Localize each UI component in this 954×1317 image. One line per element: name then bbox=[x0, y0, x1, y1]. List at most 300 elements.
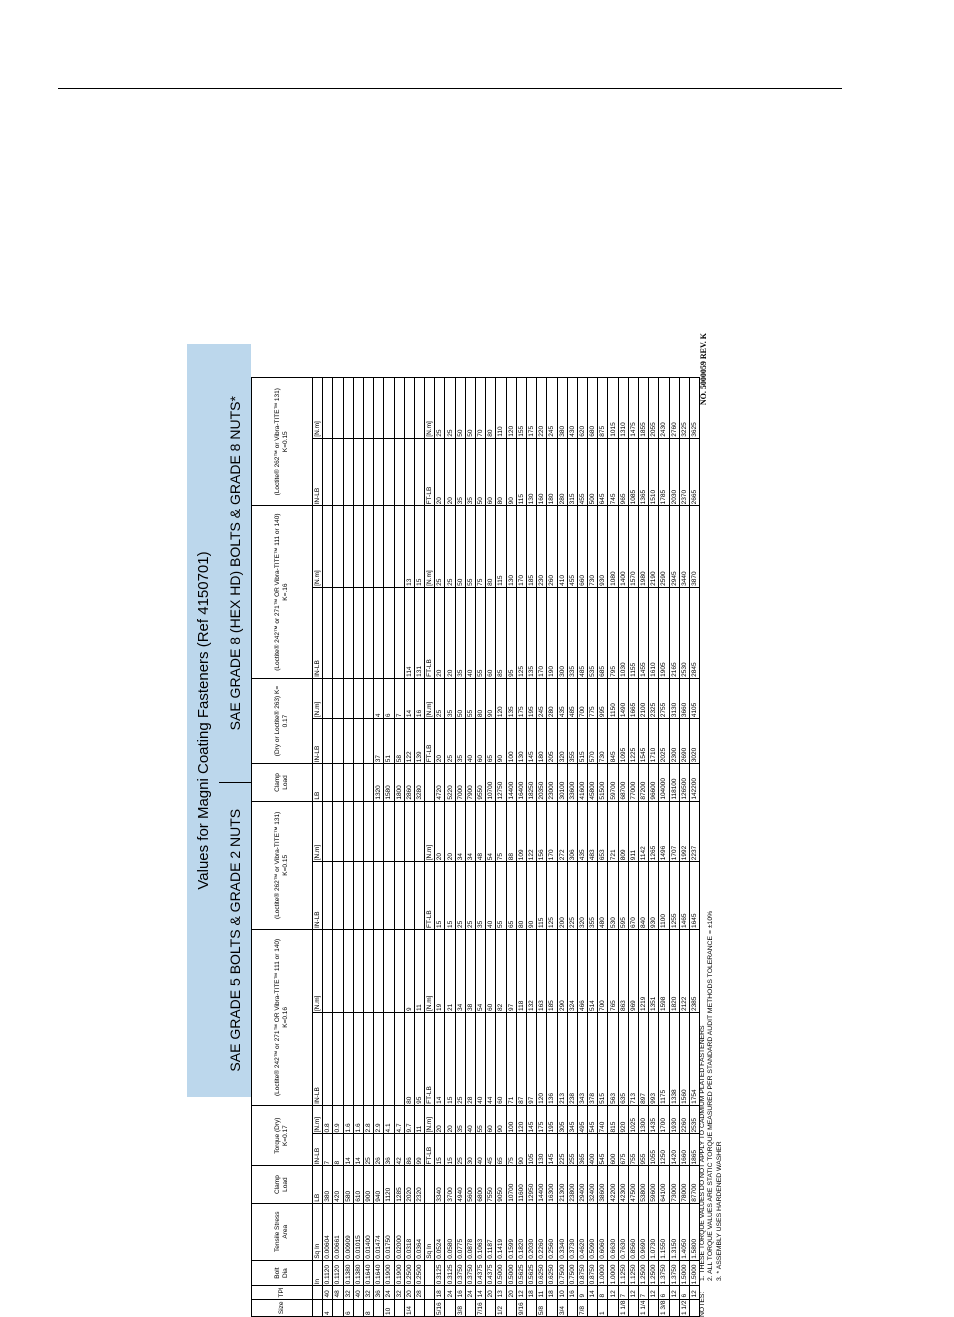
table-cell bbox=[353, 929, 363, 1012]
table-cell: 16 bbox=[455, 1286, 465, 1299]
table-cell: 0.00661 bbox=[333, 1203, 343, 1260]
table-cell: 115 bbox=[516, 438, 526, 506]
table-cell: 25 bbox=[455, 1134, 465, 1166]
table-cell: 2.8 bbox=[363, 1105, 373, 1134]
table-cell bbox=[353, 862, 363, 930]
table-cell: 0.4375 bbox=[486, 1260, 496, 1286]
table-cell: 0.1820 bbox=[516, 1203, 526, 1260]
table-cell: FT-LB bbox=[425, 587, 435, 678]
table-cell: 110 bbox=[496, 378, 506, 439]
table-cell: 7/16 bbox=[476, 1299, 486, 1316]
table-cell: 2030 bbox=[669, 438, 679, 506]
table-cell: 4720 bbox=[435, 764, 445, 801]
table-cell: 1855 bbox=[639, 378, 649, 439]
table-cell bbox=[323, 587, 333, 678]
table-cell: 10 bbox=[557, 1286, 567, 1299]
table-cell: 58 bbox=[394, 719, 404, 764]
table-cell: 1/2 bbox=[496, 1299, 506, 1316]
table-cell: 795 bbox=[608, 587, 618, 678]
table-cell: 435 bbox=[557, 678, 567, 718]
table-cell: 145 bbox=[526, 719, 536, 764]
table-cell bbox=[353, 378, 363, 439]
table-cell: 122 bbox=[526, 801, 536, 862]
table-cell: 30 bbox=[465, 1134, 475, 1166]
table-cell: 88 bbox=[506, 801, 516, 862]
table-cell: 1365 bbox=[639, 438, 649, 506]
table-cell bbox=[374, 801, 384, 862]
table-cell: 930 bbox=[598, 506, 608, 587]
table-cell: 96600 bbox=[649, 764, 659, 801]
table-cell: 114 bbox=[404, 587, 414, 678]
table-cell: 580 bbox=[343, 1166, 353, 1203]
table-row bbox=[496, 378, 506, 1317]
table-cell: 175 bbox=[537, 1105, 547, 1134]
table-cell bbox=[323, 1013, 333, 1106]
table-row bbox=[659, 378, 669, 1317]
table-row bbox=[445, 378, 455, 1317]
header-loctite262-8: (Loctite® 262™ or Vibra-TITE™ 131) K=0.15 bbox=[252, 378, 313, 506]
table-cell bbox=[384, 929, 394, 1012]
table-cell: 1.0000 bbox=[608, 1260, 618, 1286]
table-cell: 132 bbox=[526, 929, 536, 1012]
table-cell: 0.1063 bbox=[476, 1203, 486, 1260]
table-cell bbox=[323, 438, 333, 506]
table-cell: 0.01750 bbox=[384, 1203, 394, 1260]
table-cell: 42 bbox=[394, 1134, 404, 1166]
table-cell: 2325 bbox=[649, 678, 659, 718]
table-cell: 180 bbox=[537, 719, 547, 764]
table-cell: 18 bbox=[526, 1286, 536, 1299]
table-cell: 0.7500 bbox=[567, 1260, 577, 1286]
table-cell bbox=[588, 1299, 598, 1316]
table-cell: 65 bbox=[506, 862, 516, 930]
table-cell: 80 bbox=[486, 506, 496, 587]
table-cell: 1707 bbox=[669, 801, 679, 862]
table-cell: [N.m] bbox=[425, 378, 435, 439]
table-cell: 0.5625 bbox=[516, 1260, 526, 1286]
table-row bbox=[384, 378, 394, 1317]
table-cell: 185 bbox=[526, 506, 536, 587]
table-row bbox=[435, 378, 445, 1317]
table-cell: 11 bbox=[414, 929, 424, 1012]
table-cell bbox=[425, 764, 435, 801]
table-cell: 10700 bbox=[506, 1166, 516, 1203]
table-cell: 365 bbox=[577, 1134, 587, 1166]
table-cell: 28 bbox=[414, 1286, 424, 1299]
table-cell: 205 bbox=[547, 719, 557, 764]
table-cell: 50 bbox=[455, 506, 465, 587]
table-cell: 156 bbox=[537, 801, 547, 862]
table-cell: 2530 bbox=[679, 587, 689, 678]
table-cell: 840 bbox=[639, 862, 649, 930]
table-cell: 118100 bbox=[669, 764, 679, 801]
table-cell: 32 bbox=[343, 1286, 353, 1299]
table-cell: 1085 bbox=[628, 438, 638, 506]
table-cell: 78000 bbox=[679, 1166, 689, 1203]
table-cell: 105 bbox=[526, 1134, 536, 1166]
table-cell: 25 bbox=[445, 506, 455, 587]
table-cell: [N.m] bbox=[313, 801, 323, 862]
table-cell: 545 bbox=[588, 1105, 598, 1134]
table-cell bbox=[363, 438, 373, 506]
table-cell: 1.1250 bbox=[628, 1260, 638, 1286]
table-cell bbox=[394, 438, 404, 506]
table-cell: 1285 bbox=[394, 1166, 404, 1203]
table-cell: 355 bbox=[567, 719, 577, 764]
table-cell: 1 1/2 bbox=[680, 1300, 688, 1315]
table-cell: 335 bbox=[567, 587, 577, 678]
table-cell: 50 bbox=[455, 678, 465, 718]
table-cell: 13 bbox=[496, 1286, 506, 1299]
table-cell bbox=[313, 1286, 323, 1299]
table-body bbox=[313, 378, 700, 1317]
table-cell: 1645 bbox=[689, 862, 699, 930]
table-cell: 5220 bbox=[445, 764, 455, 801]
table-cell: 0.02000 bbox=[394, 1203, 404, 1260]
table-cell: 1.5800 bbox=[689, 1203, 699, 1260]
table-cell: 7900 bbox=[465, 764, 475, 801]
table-cell: 1300 bbox=[639, 1105, 649, 1134]
table-cell bbox=[343, 801, 353, 862]
table-cell: 50 bbox=[465, 378, 475, 439]
table-cell: 34 bbox=[455, 801, 465, 862]
table-cell: 1465 bbox=[679, 862, 689, 930]
table-cell: 1 bbox=[598, 1299, 608, 1316]
header-tpi: TPI bbox=[252, 1286, 313, 1299]
table-cell bbox=[323, 506, 333, 587]
table-cell: 135 bbox=[506, 678, 516, 718]
table-cell: 2430 bbox=[659, 378, 669, 439]
table-cell: 0.8560 bbox=[628, 1203, 638, 1260]
table-cell: 25 bbox=[455, 862, 465, 930]
table-cell: 170 bbox=[516, 506, 526, 587]
table-cell: 15 bbox=[435, 1134, 445, 1166]
table-cell: 3700 bbox=[445, 1166, 455, 1203]
table-cell bbox=[414, 801, 424, 862]
table-cell: 0.8750 bbox=[588, 1260, 598, 1286]
table-cell: 14 bbox=[404, 678, 414, 718]
table-cell bbox=[547, 1299, 557, 1316]
table-cell bbox=[363, 719, 373, 764]
table-cell: 95 bbox=[414, 1013, 424, 1106]
table-cell bbox=[363, 764, 373, 801]
table-cell: 20 bbox=[435, 438, 445, 506]
table-cell: 2320 bbox=[414, 1166, 424, 1203]
table-cell: 38600 bbox=[598, 1166, 608, 1203]
table-cell: 730 bbox=[598, 719, 608, 764]
table-row bbox=[557, 378, 567, 1317]
table-cell: 25 bbox=[465, 862, 475, 930]
table-cell: 60 bbox=[476, 719, 486, 764]
table-cell: 1250 bbox=[659, 1134, 669, 1166]
table-cell: 5/8 bbox=[537, 1299, 547, 1316]
table-cell: 3280 bbox=[414, 764, 424, 801]
table-cell: 90 bbox=[486, 678, 496, 718]
table-cell: 95 bbox=[506, 587, 516, 678]
table-cell: 995 bbox=[598, 678, 608, 718]
table-cell bbox=[323, 719, 333, 764]
table-cell: 563 bbox=[608, 1013, 618, 1106]
table-cell bbox=[414, 862, 424, 930]
table-cell: 0.5000 bbox=[506, 1260, 516, 1286]
table-cell: 0.3730 bbox=[567, 1203, 577, 1260]
table-cell: 1992 bbox=[679, 801, 689, 862]
table-cell: 155 bbox=[516, 378, 526, 439]
table-cell bbox=[649, 1299, 659, 1316]
table-cell: 2535 bbox=[689, 1105, 699, 1134]
table-cell: 2237 bbox=[689, 801, 699, 862]
table-cell: 1265 bbox=[649, 801, 659, 862]
table-cell: 7 bbox=[394, 678, 404, 718]
table-cell: 97 bbox=[526, 1013, 536, 1106]
table-cell: 343 bbox=[577, 1013, 587, 1106]
table-cell: 1142 bbox=[639, 801, 649, 862]
table-cell: 0.7500 bbox=[557, 1260, 567, 1286]
grade5-group-title: SAE GRADE 5 BOLTS & GRADE 2 NUTS bbox=[227, 808, 243, 1072]
header-loctite242-8: (Loctite® 242™ or 271™ OR Vibra-TITE™ 111 or 140) K=.16 bbox=[252, 506, 313, 678]
table-cell: 1800 bbox=[394, 764, 404, 801]
notes-label: NOTES: bbox=[699, 1291, 706, 1317]
table-cell bbox=[394, 587, 404, 678]
table-cell: 0.6250 bbox=[547, 1260, 557, 1286]
table-cell: 320 bbox=[577, 862, 587, 930]
table-row bbox=[628, 378, 638, 1317]
table-cell: 35 bbox=[455, 587, 465, 678]
table-cell: 863 bbox=[618, 929, 628, 1012]
table-cell: 51500 bbox=[598, 764, 608, 801]
table-row bbox=[618, 378, 628, 1317]
table-cell: 55 bbox=[496, 862, 506, 930]
table-cell: 86 bbox=[404, 1134, 414, 1166]
table-cell: 64100 bbox=[659, 1166, 669, 1203]
table-cell: 40 bbox=[465, 719, 475, 764]
table-cell bbox=[414, 1299, 424, 1316]
table-cell bbox=[374, 587, 384, 678]
table-cell: 142200 bbox=[689, 764, 699, 801]
table-cell bbox=[384, 438, 394, 506]
table-cell: 14400 bbox=[537, 1166, 547, 1203]
table-cell: 483 bbox=[588, 801, 598, 862]
table-cell: 80 bbox=[476, 678, 486, 718]
table-cell: 36 bbox=[374, 1286, 384, 1299]
table-cell bbox=[323, 378, 333, 439]
table-cell: 466 bbox=[577, 929, 587, 1012]
table-cell: 2300 bbox=[669, 719, 679, 764]
table-cell bbox=[333, 506, 343, 587]
table-row bbox=[537, 378, 547, 1317]
table-cell: 1.6 bbox=[343, 1105, 353, 1134]
table-cell: 15 bbox=[414, 506, 424, 587]
table-cell: 290 bbox=[557, 929, 567, 1012]
table-cell: 9 bbox=[404, 929, 414, 1012]
table-cell bbox=[567, 1299, 577, 1316]
table-cell: 495 bbox=[577, 1105, 587, 1134]
table-cell: FT-LB bbox=[425, 1134, 435, 1166]
table-cell: 55 bbox=[476, 1105, 486, 1134]
table-cell: 20 bbox=[445, 438, 455, 506]
table-cell bbox=[363, 929, 373, 1012]
table-cell bbox=[404, 862, 414, 930]
table-cell: 2755 bbox=[659, 678, 669, 718]
table-cell: 993 bbox=[649, 1013, 659, 1106]
table-cell bbox=[353, 801, 363, 862]
table-cell: 1785 bbox=[659, 438, 669, 506]
table-cell: 595 bbox=[618, 862, 628, 930]
table-cell bbox=[363, 801, 373, 862]
table-cell bbox=[374, 1299, 384, 1316]
table-cell bbox=[404, 378, 414, 439]
table-cell: IN-LB bbox=[313, 719, 323, 764]
table-cell: 37 bbox=[374, 719, 384, 764]
table-cell bbox=[506, 1299, 516, 1316]
table-cell: 14 bbox=[588, 1286, 598, 1299]
table-cell: 6 bbox=[679, 1286, 689, 1299]
table-cell: 3440 bbox=[679, 506, 689, 587]
table-cell: 82 bbox=[496, 929, 506, 1012]
header-bolt-dia: Bolt Dia bbox=[252, 1260, 313, 1286]
table-cell: 0.1120 bbox=[333, 1260, 343, 1286]
table-cell bbox=[353, 587, 363, 678]
table-cell: 0.7630 bbox=[618, 1203, 628, 1260]
table-cell: 42300 bbox=[618, 1166, 628, 1203]
table-cell bbox=[333, 801, 343, 862]
table-cell bbox=[394, 506, 404, 587]
table-cell: 12 bbox=[516, 1286, 526, 1299]
header-clamp-load: Clamp Load bbox=[252, 1166, 313, 1203]
table-cell: 680 bbox=[588, 378, 598, 439]
table-cell: 1 1/8 bbox=[619, 1300, 627, 1315]
table-cell: 2260 bbox=[679, 1105, 689, 1134]
table-cell: 90 bbox=[506, 438, 516, 506]
table-cell: 25 bbox=[363, 1134, 373, 1166]
table-cell: 1.0730 bbox=[649, 1203, 659, 1260]
table-cell: 0.0878 bbox=[465, 1203, 475, 1260]
table-cell: 90 bbox=[496, 719, 506, 764]
table-cell: 90 bbox=[496, 1105, 506, 1134]
table-cell: 41600 bbox=[577, 764, 587, 801]
torque-table bbox=[251, 377, 700, 1317]
table-cell: 0.2500 bbox=[414, 1260, 424, 1286]
table-cell: 115 bbox=[537, 862, 547, 930]
table-cell: 0.2560 bbox=[547, 1203, 557, 1260]
table-cell bbox=[404, 801, 414, 862]
table-cell: 245 bbox=[537, 678, 547, 718]
table-cell: 0.1900 bbox=[384, 1260, 394, 1286]
table-cell bbox=[425, 1299, 435, 1316]
table-cell: 23800 bbox=[567, 1166, 577, 1203]
table-cell: 15 bbox=[435, 862, 445, 930]
note-2: 2. ALL TORQUE VALUES ARE STATIC TORQUE MEASURED PER STANDARD AUDIT METHODS TOLERANCE = ±10% bbox=[707, 910, 715, 1281]
note-3: 3. * ASSEMBLY USES HARDENED WASHER bbox=[715, 1141, 723, 1281]
table-cell: 28 bbox=[465, 1013, 475, 1106]
table-cell: 50 bbox=[476, 438, 486, 506]
table-cell: 87700 bbox=[689, 1166, 699, 1203]
table-cell bbox=[384, 587, 394, 678]
table-cell: 0.1380 bbox=[353, 1260, 363, 1286]
table-cell: 60 bbox=[486, 1105, 496, 1134]
table-cell: 55 bbox=[465, 678, 475, 718]
table-cell: 745 bbox=[608, 438, 618, 506]
table-cell: 230 bbox=[537, 506, 547, 587]
table-cell: 145 bbox=[526, 1105, 536, 1134]
table-cell: 87200 bbox=[639, 764, 649, 801]
table-cell: [N.m] bbox=[313, 506, 323, 587]
table-cell: 65 bbox=[496, 1134, 506, 1166]
table-cell: 1.3750 bbox=[669, 1260, 679, 1286]
table-cell: 380 bbox=[323, 1166, 333, 1203]
table-cell: 1100 bbox=[659, 862, 669, 930]
top-rule bbox=[58, 88, 842, 89]
table-cell: 1.0000 bbox=[598, 1260, 608, 1286]
table-cell: 200 bbox=[557, 862, 567, 930]
table-cell: 35 bbox=[455, 438, 465, 506]
table-cell: 42200 bbox=[608, 1166, 618, 1203]
table-cell: 0.8750 bbox=[577, 1260, 587, 1286]
table-cell: 1/4 bbox=[404, 1299, 414, 1316]
table-cell: 175 bbox=[516, 678, 526, 718]
table-cell: 955 bbox=[639, 1134, 649, 1166]
table-cell: 44 bbox=[486, 1013, 496, 1106]
table-cell: 1820 bbox=[669, 929, 679, 1012]
table-row bbox=[323, 378, 333, 1317]
table-cell: 1420 bbox=[669, 1134, 679, 1166]
table-cell: 35 bbox=[445, 678, 455, 718]
table-cell: 0.0364 bbox=[414, 1203, 424, 1260]
table-cell: 1080 bbox=[608, 506, 618, 587]
table-row bbox=[598, 378, 608, 1317]
table-cell: 6 bbox=[659, 1286, 669, 1299]
table-cell bbox=[343, 378, 353, 439]
table-cell: 2665 bbox=[689, 438, 699, 506]
table-cell: 14 bbox=[343, 1134, 353, 1166]
table-cell: 530 bbox=[608, 862, 618, 930]
table-cell: 1598 bbox=[659, 929, 669, 1012]
table-cell: 1150 bbox=[608, 678, 618, 718]
table-cell: 80 bbox=[404, 1013, 414, 1106]
table-cell bbox=[384, 862, 394, 930]
table-row bbox=[404, 378, 414, 1317]
table-cell bbox=[486, 1299, 496, 1316]
table-cell: 775 bbox=[588, 678, 598, 718]
table-cell: 1865 bbox=[689, 1134, 699, 1166]
table-cell: 48 bbox=[476, 801, 486, 862]
table-cell: 1351 bbox=[649, 929, 659, 1012]
table-cell: IN-LB bbox=[313, 1134, 323, 1166]
table-cell: 35 bbox=[455, 1105, 465, 1134]
table-row bbox=[363, 378, 373, 1317]
table-cell: 59700 bbox=[608, 764, 618, 801]
table-cell bbox=[343, 506, 353, 587]
table-cell: 25 bbox=[435, 378, 445, 439]
table-cell: 51 bbox=[384, 719, 394, 764]
table-cell: 635 bbox=[618, 1013, 628, 1106]
table-cell: 1980 bbox=[639, 506, 649, 587]
table-cell: 3625 bbox=[689, 378, 699, 439]
table-cell bbox=[323, 862, 333, 930]
table-cell: 13 bbox=[404, 506, 414, 587]
header-row bbox=[252, 378, 313, 1317]
table-cell: 1496 bbox=[659, 801, 669, 862]
table-cell: 0.1640 bbox=[374, 1260, 384, 1286]
table-cell: 2025 bbox=[659, 719, 669, 764]
table-cell: 220 bbox=[537, 378, 547, 439]
table-cell: 2590 bbox=[659, 506, 669, 587]
table-cell: 1030 bbox=[618, 587, 628, 678]
table-cell: 0.6630 bbox=[608, 1203, 618, 1260]
table-cell: 535 bbox=[588, 587, 598, 678]
table-cell bbox=[343, 764, 353, 801]
table-row bbox=[486, 378, 496, 1317]
